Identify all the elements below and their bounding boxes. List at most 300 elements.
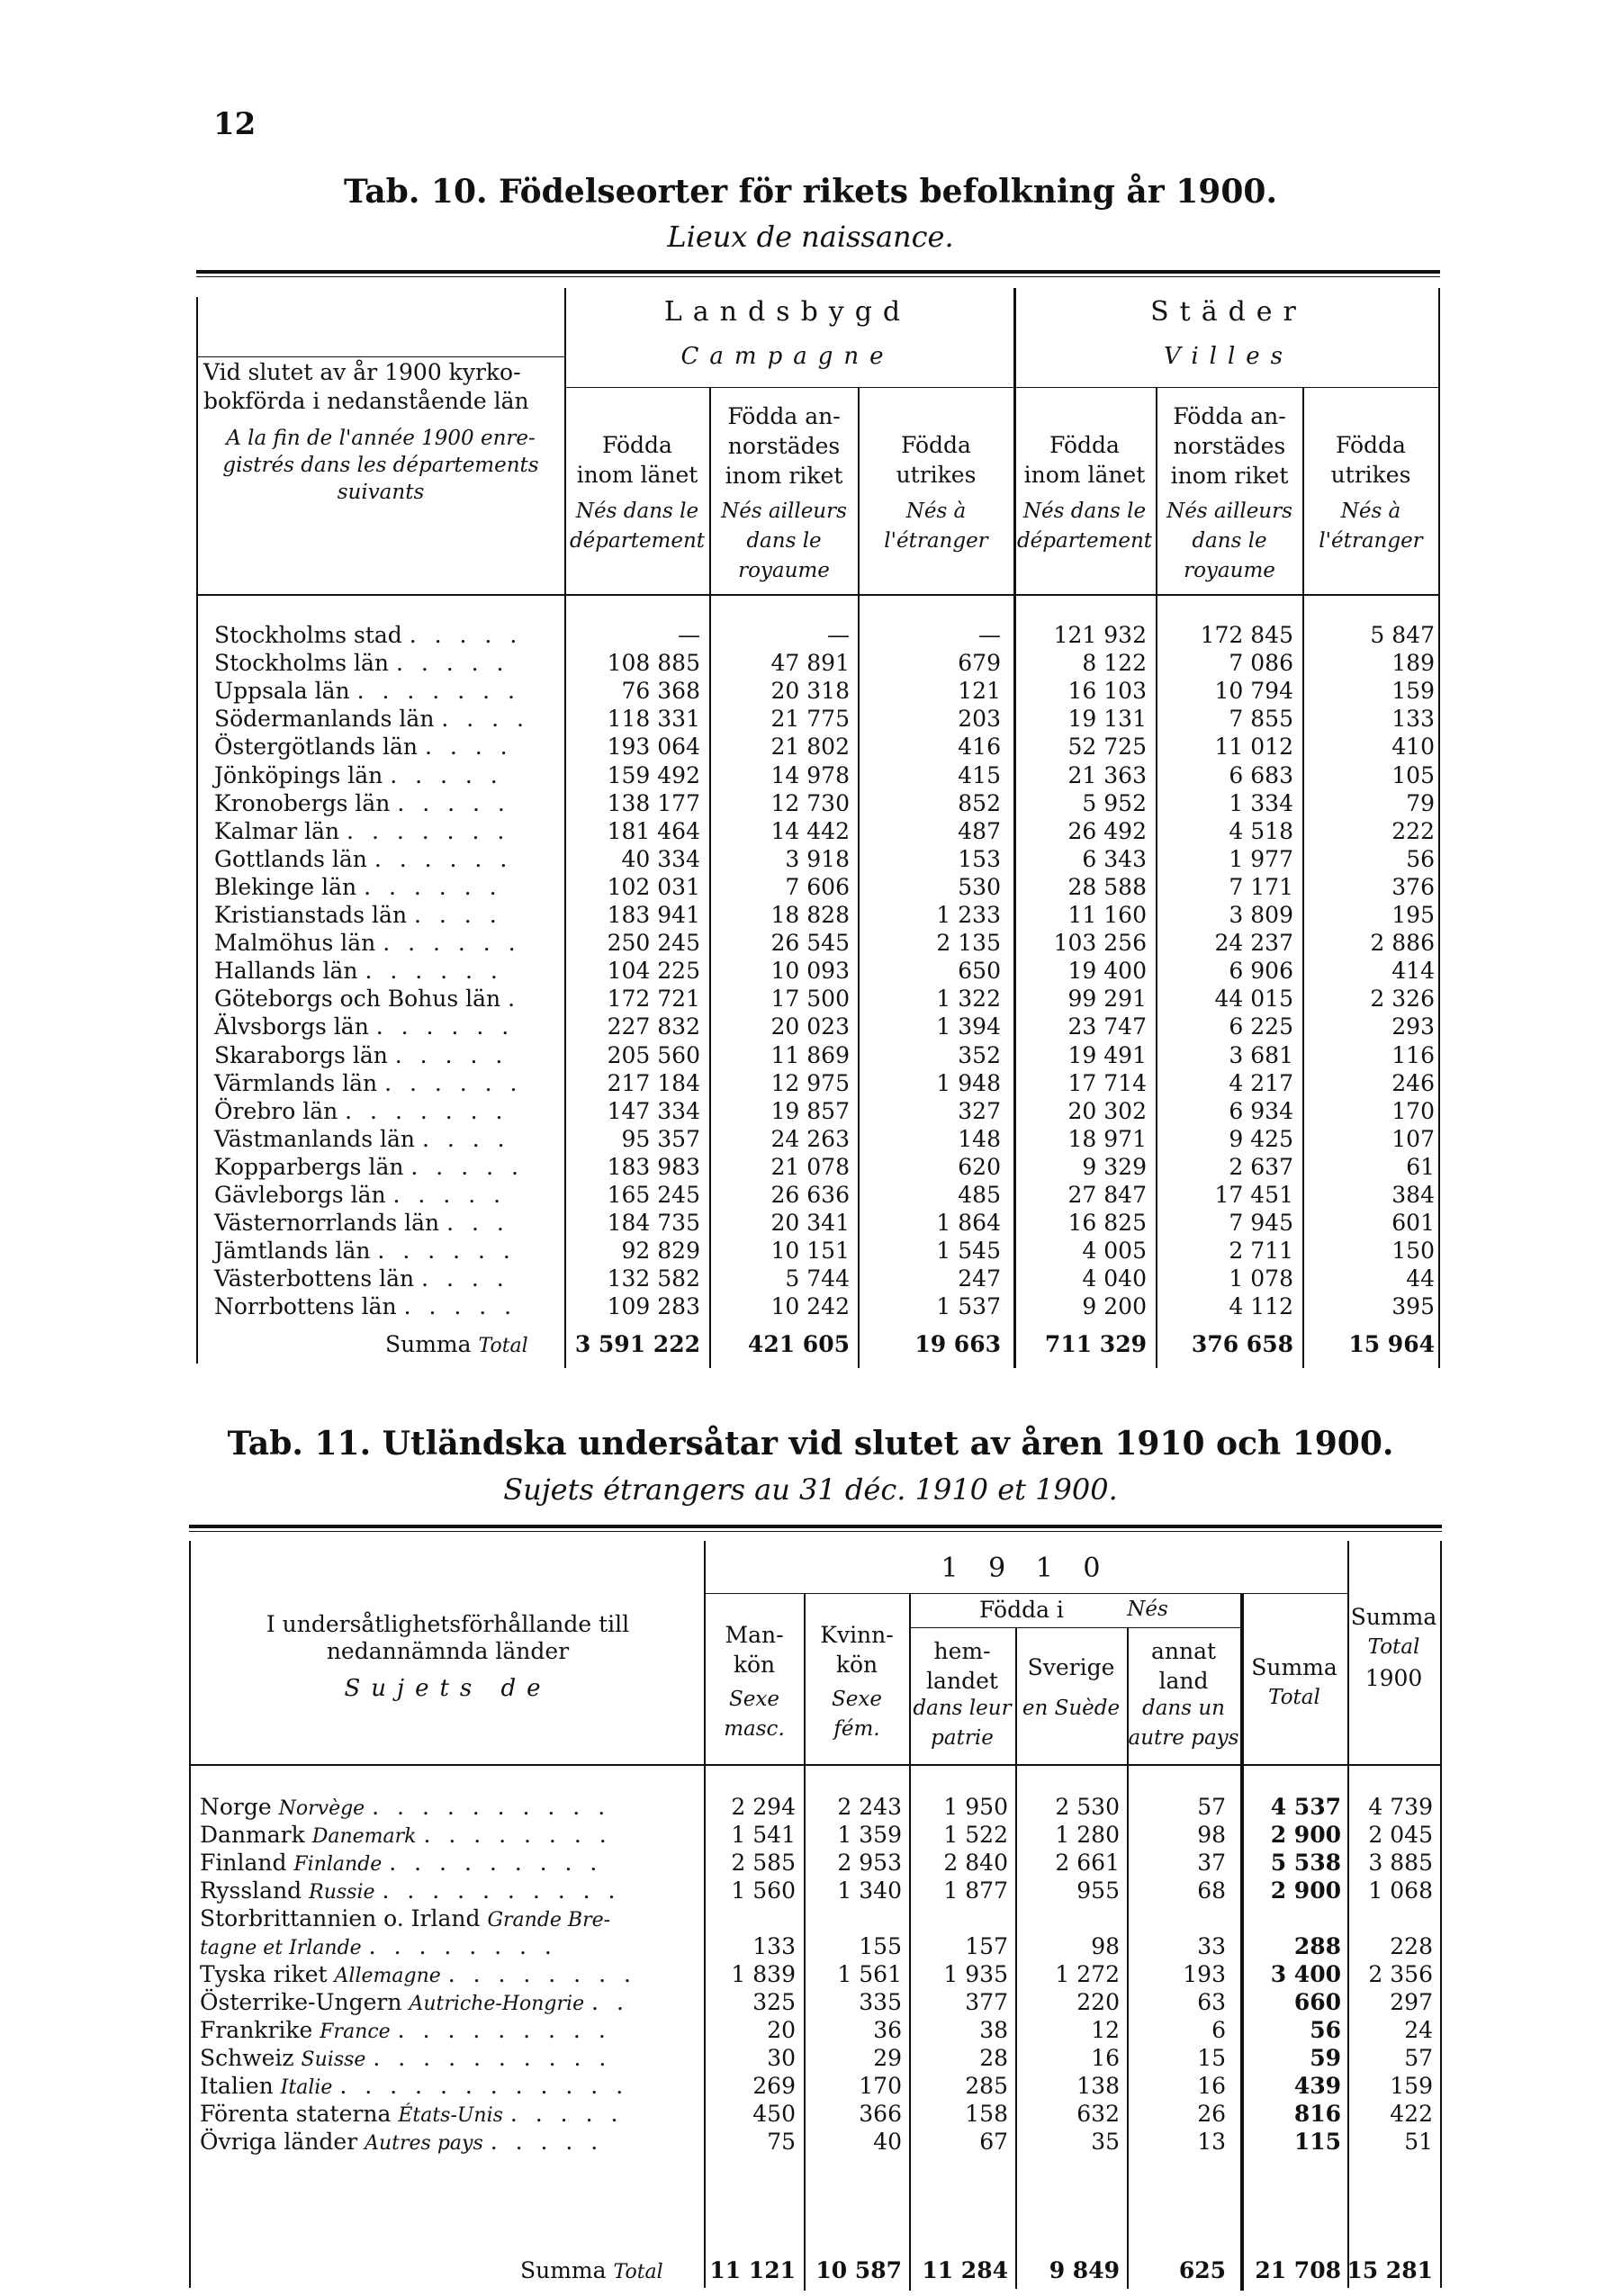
tab11-cell: 13 bbox=[1197, 2129, 1226, 2155]
tab10-stub-header-fr: gistrés dans les départements bbox=[222, 454, 539, 477]
leader-dots: . . . . . bbox=[392, 1182, 507, 1208]
tab11-cell: 40 bbox=[873, 2129, 902, 2155]
tab10-cell: 205 560 bbox=[607, 1041, 700, 1068]
county-name: Älvsborgs län bbox=[214, 1013, 369, 1040]
tab10-cell: 414 bbox=[1391, 958, 1435, 985]
tab10-cell: 14 978 bbox=[770, 761, 850, 788]
country-name: Norge bbox=[200, 1794, 272, 1820]
tab10-cell: 7 171 bbox=[1229, 873, 1293, 900]
tab10-row-label bbox=[214, 1153, 524, 1181]
tab11-right-border bbox=[1440, 1541, 1442, 2288]
tab11-cell: 1 359 bbox=[837, 1822, 902, 1848]
tab10-cell: 184 735 bbox=[607, 1210, 700, 1237]
leader-dots: . . . . . bbox=[397, 789, 510, 816]
tab10-cell: 16 103 bbox=[1067, 678, 1147, 705]
tab11-col-man-fr: masc. bbox=[724, 1717, 785, 1741]
tab10-cell: 6 225 bbox=[1229, 1013, 1293, 1040]
tab11-total-cell: 11 284 bbox=[922, 2257, 1008, 2283]
tab10-group-stader: Städer bbox=[1150, 296, 1307, 328]
tab10-cell: 620 bbox=[958, 1153, 1001, 1180]
tab10-cell: 19 400 bbox=[1067, 958, 1147, 985]
leader-dots: . . . bbox=[446, 1210, 509, 1237]
tab11-total-label bbox=[520, 2256, 663, 2286]
tab10-cell: 1 078 bbox=[1229, 1265, 1293, 1292]
tab10-column-header: Födda bbox=[1049, 432, 1120, 458]
country-name-fr: États-Unis bbox=[398, 2104, 503, 2127]
tab11-cell: 33 bbox=[1197, 1933, 1226, 1959]
tab10-cell: 183 983 bbox=[607, 1153, 700, 1180]
tab11-cell: 660 bbox=[1293, 1989, 1341, 2015]
leader-dots: . . . . . . bbox=[384, 1069, 523, 1096]
tab11-row-label bbox=[200, 2072, 628, 2102]
tab10-row-label bbox=[214, 1069, 522, 1097]
tab10-cell: 21 775 bbox=[770, 706, 850, 733]
tab11-total-cell: 11 121 bbox=[709, 2257, 796, 2283]
tab10-cell: 79 bbox=[1406, 789, 1435, 816]
tab11-cell: 57 bbox=[1197, 1794, 1226, 1820]
tab11-top-rule bbox=[189, 1525, 1442, 1528]
tab10-cell: 1 334 bbox=[1229, 789, 1293, 816]
tab11-col-summa: Summa bbox=[1251, 1654, 1337, 1680]
tab10-cell: 159 bbox=[1391, 678, 1435, 705]
tab10-cell: 4 112 bbox=[1229, 1293, 1293, 1320]
tab11-cell: 228 bbox=[1390, 1933, 1433, 1959]
tab10-row-label bbox=[214, 1181, 506, 1209]
leader-dots: . . . . bbox=[422, 1125, 510, 1152]
tab10-row-label bbox=[214, 761, 503, 789]
county-name: Kristianstads län bbox=[214, 902, 408, 928]
tab10-cell: 28 588 bbox=[1067, 873, 1147, 900]
tab10-group-rule bbox=[564, 387, 1438, 388]
tab10-column-header-fr: Nés à bbox=[1340, 500, 1401, 523]
tab11-cell: 1 561 bbox=[837, 1961, 902, 1987]
tab10-cell: 650 bbox=[958, 958, 1001, 985]
tab10-cell: 108 885 bbox=[607, 650, 700, 677]
tab11-row-label bbox=[200, 2128, 603, 2157]
tab10-cell: 6 934 bbox=[1229, 1097, 1293, 1124]
tab11-cell: 5 538 bbox=[1270, 1850, 1341, 1876]
tab10-cell: 11 012 bbox=[1214, 734, 1293, 761]
tab10-column-header-fr: Nés dans le bbox=[1022, 500, 1147, 523]
tab10-cell: 2 711 bbox=[1229, 1238, 1293, 1265]
tab10-group-landsbygd: Landsbygd bbox=[663, 296, 912, 328]
tab10-cell: 61 bbox=[1406, 1153, 1435, 1180]
country-name-fr: Grande Bre- bbox=[487, 1909, 611, 1931]
tab10-cell: 21 802 bbox=[770, 734, 850, 761]
tab10-cell: 4 217 bbox=[1229, 1069, 1293, 1096]
tab11-cell: 325 bbox=[752, 1989, 796, 2015]
tab10-group-landsbygd-fr: Campagne bbox=[680, 343, 895, 370]
tab10-cell: 26 492 bbox=[1067, 817, 1147, 844]
tab11-row-label bbox=[200, 2100, 623, 2129]
tab11-col-man: kön bbox=[733, 1652, 776, 1678]
tab10-total-cell: 19 663 bbox=[914, 1331, 1001, 1357]
tab10-cell: 170 bbox=[1391, 1097, 1435, 1124]
tab10-cell: 12 975 bbox=[770, 1069, 850, 1096]
tab10-stub-header: Vid slutet av år 1900 kyrko- bbox=[203, 359, 521, 385]
tab11-cell: 1 541 bbox=[731, 1822, 796, 1848]
tab10-cell: 56 bbox=[1406, 845, 1435, 872]
tab11-col-kvinn-fr: fém. bbox=[833, 1717, 880, 1741]
tab10-subtitle: Lieux de naissance. bbox=[667, 220, 954, 254]
tab11-col-sverige: Sverige bbox=[1027, 1654, 1115, 1680]
tab11-row-label bbox=[200, 1877, 620, 1906]
tab10-cell: 9 425 bbox=[1229, 1125, 1293, 1152]
tab10-column-header: utrikes bbox=[1330, 462, 1411, 488]
tab10-cell: 165 245 bbox=[607, 1182, 700, 1208]
tab11-header-bottom-rule bbox=[189, 1764, 1442, 1766]
tab10-cell: 118 331 bbox=[607, 706, 700, 733]
tab10-cell: 327 bbox=[958, 1097, 1001, 1124]
country-name-fr: Finlande bbox=[293, 1853, 383, 1876]
tab11-subtitle: Sujets étrangers au 31 déc. 1910 et 1900. bbox=[503, 1472, 1118, 1507]
tab10-cell: 148 bbox=[958, 1125, 1001, 1152]
tab10-cell: 9 329 bbox=[1082, 1153, 1147, 1180]
tab10-row-label bbox=[214, 649, 509, 677]
tab10-cell: 76 368 bbox=[621, 678, 700, 705]
tab10-cell: 27 847 bbox=[1067, 1182, 1147, 1208]
tab10-row-label bbox=[214, 1265, 509, 1292]
country-name: Ryssland bbox=[200, 1877, 302, 1904]
tab10-cell: 19 857 bbox=[770, 1097, 850, 1124]
tab10-cell: 99 291 bbox=[1067, 986, 1147, 1013]
county-name: Malmöhus län bbox=[214, 930, 376, 957]
tab11-cell: 439 bbox=[1293, 2073, 1341, 2099]
tab11-left-border bbox=[189, 1541, 191, 2288]
leader-dots: . . . . . . bbox=[375, 1013, 515, 1040]
tab11-col-hemlandet: landet bbox=[926, 1668, 998, 1694]
tab10-cell: 150 bbox=[1391, 1238, 1435, 1265]
tab10-row-label bbox=[214, 1237, 516, 1265]
tab10-row-label bbox=[214, 817, 509, 845]
tab10-cell: 250 245 bbox=[607, 930, 700, 957]
tab10-total-cell: 421 605 bbox=[747, 1331, 850, 1357]
tab10-row-label bbox=[214, 957, 503, 985]
tab10-cell: 19 491 bbox=[1067, 1041, 1147, 1068]
leader-dots: . . . . . bbox=[410, 1153, 524, 1180]
tab10-column-header: norstädes bbox=[1173, 433, 1286, 459]
leader-dots: . . . . . bbox=[490, 2129, 604, 2155]
total-label-fr: Total bbox=[613, 2261, 663, 2283]
tab11-divider-hem bbox=[1015, 1627, 1017, 2289]
tab11-cell: 170 bbox=[859, 2073, 902, 2099]
tab11-cell: 35 bbox=[1091, 2129, 1120, 2155]
tab10-cell: 26 636 bbox=[770, 1182, 850, 1208]
tab10-cell: 10 151 bbox=[770, 1238, 850, 1265]
tab10-cell: 601 bbox=[1391, 1210, 1435, 1237]
tab11-cell: 1 272 bbox=[1055, 1961, 1120, 1987]
tab11-cell: 59 bbox=[1310, 2045, 1341, 2071]
tab10-cell: 95 357 bbox=[621, 1125, 700, 1152]
tab10-column-header-fr: Nés dans le bbox=[575, 500, 699, 523]
country-name: Förenta staterna bbox=[200, 2101, 392, 2127]
leader-dots: . . . . . . . . . . bbox=[372, 1794, 611, 1820]
tab10-cell: 246 bbox=[1391, 1069, 1435, 1096]
tab10-cell: 20 341 bbox=[770, 1210, 850, 1237]
tab10-column-header-fr: département bbox=[1016, 529, 1153, 553]
leader-dots: . . . . . . bbox=[365, 958, 503, 985]
tab11-cell: 4 537 bbox=[1270, 1794, 1341, 1820]
tab10-cell: 1 537 bbox=[936, 1293, 1001, 1320]
tab10-cell: 172 721 bbox=[607, 986, 700, 1013]
tab11-cell: 3 400 bbox=[1270, 1961, 1341, 1987]
tab10-cell: 10 242 bbox=[770, 1293, 850, 1320]
tab11-col-summa-1900: 1900 bbox=[1364, 1665, 1423, 1691]
tab10-cell: 116 bbox=[1391, 1041, 1435, 1068]
county-name: Skaraborgs län bbox=[214, 1041, 388, 1068]
tab10-row-label bbox=[214, 621, 522, 649]
county-name: Hallands län bbox=[214, 958, 358, 985]
country-name-fr: Danemark bbox=[311, 1825, 417, 1848]
tab10-cell: 103 256 bbox=[1053, 930, 1147, 957]
county-name: Stockholms stad bbox=[214, 622, 402, 648]
leader-dots: . . . . . . . . bbox=[447, 1961, 636, 1987]
leader-dots: . . . . . . . . . . . . bbox=[339, 2073, 629, 2099]
country-name: Frankrike bbox=[200, 2017, 313, 2043]
tab10-row-label bbox=[214, 985, 520, 1013]
tab10-column-header-fr: Nés ailleurs bbox=[1166, 500, 1292, 523]
tab10-cell: 181 464 bbox=[607, 817, 700, 844]
tab11-cell: 68 bbox=[1197, 1877, 1226, 1904]
tab11-col-summa-1900: Total bbox=[1367, 1635, 1420, 1659]
tab10-cell: 16 825 bbox=[1067, 1210, 1147, 1237]
tab10-cell: — bbox=[678, 622, 700, 648]
tab11-cell: 6 bbox=[1211, 2017, 1226, 2043]
tab11-cell: 29 bbox=[873, 2045, 902, 2071]
tab10-cell: 17 451 bbox=[1214, 1182, 1293, 1208]
tab11-cell: 193 bbox=[1183, 1961, 1226, 1987]
leader-dots: . . . . . . . . bbox=[368, 1933, 557, 1959]
tab11-cell: 16 bbox=[1091, 2045, 1120, 2071]
tab10-cell: 7 086 bbox=[1229, 650, 1293, 677]
county-name: Stockholms län bbox=[214, 650, 390, 677]
tab10-column-header: inom länet bbox=[576, 462, 698, 488]
tab10-column-header-fr: l'étranger bbox=[884, 529, 988, 553]
tab10-cell: 23 747 bbox=[1067, 1013, 1147, 1040]
tab10-cell: 395 bbox=[1391, 1293, 1435, 1320]
leader-dots: . . . . . . . . . bbox=[389, 1850, 603, 1876]
tab11-cell: 816 bbox=[1293, 2101, 1341, 2127]
tab11-row-label bbox=[200, 1793, 610, 1823]
tab10-cell: 2 637 bbox=[1229, 1153, 1293, 1180]
tab10-cell: 1 545 bbox=[936, 1238, 1001, 1265]
tab10-cell: 26 545 bbox=[770, 930, 850, 957]
tab11-fodda-i-fr: Nés bbox=[1127, 1598, 1168, 1621]
tab11-year-1910: 1 9 1 0 bbox=[941, 1553, 1112, 1584]
tab10-cell: 19 131 bbox=[1067, 706, 1147, 733]
county-name: Västernorrlands län bbox=[214, 1210, 440, 1237]
leader-dots: . . . . . . bbox=[383, 930, 521, 957]
tab10-cell: 133 bbox=[1391, 706, 1435, 733]
tab10-cell: 17 500 bbox=[770, 986, 850, 1013]
tab10-cell: 679 bbox=[958, 650, 1001, 677]
country-name-fr: Norvège bbox=[278, 1797, 365, 1820]
tab10-cell: 172 845 bbox=[1200, 622, 1293, 648]
tab11-cell: 2 900 bbox=[1270, 1822, 1341, 1848]
tab11-row-label bbox=[200, 1932, 557, 1962]
tab10-cell: 44 015 bbox=[1214, 986, 1293, 1013]
leader-dots: . . . . bbox=[424, 734, 513, 761]
tab10-column-header: norstädes bbox=[727, 433, 841, 459]
tab10-cell: 52 725 bbox=[1067, 734, 1147, 761]
tab11-cell: 288 bbox=[1293, 1933, 1341, 1959]
tab10-column-header-fr: dans le bbox=[746, 529, 822, 553]
tab10-cell: 47 891 bbox=[770, 650, 850, 677]
tab10-column-header: Födda bbox=[901, 432, 971, 458]
tab10-total-label bbox=[385, 1330, 528, 1360]
tab10-cell: 2 135 bbox=[936, 930, 1001, 957]
tab10-cell: 530 bbox=[958, 873, 1001, 900]
tab10-cell: 109 283 bbox=[607, 1293, 700, 1320]
tab10-row-label bbox=[214, 1292, 517, 1320]
tab10-cell: 1 394 bbox=[936, 1013, 1001, 1040]
tab10-cell: 415 bbox=[958, 761, 1001, 788]
tab10-top-rule-thin bbox=[196, 276, 1440, 277]
tab11-year-rule bbox=[704, 1593, 1348, 1594]
tab10-cell: 24 263 bbox=[770, 1125, 850, 1152]
total-label: Summa bbox=[385, 1331, 472, 1357]
tab11-col-hemlandet: hem- bbox=[933, 1638, 991, 1664]
tab11-fodda-i: Födda i bbox=[979, 1597, 1064, 1623]
tab10-cell: 2 326 bbox=[1370, 986, 1435, 1013]
tab10-stub-header: bokförda i nedanstående län bbox=[203, 388, 529, 414]
tab10-cell: 410 bbox=[1391, 734, 1435, 761]
tab10-header-bottom-rule bbox=[196, 594, 1440, 596]
tab11-row-label bbox=[200, 1904, 610, 1934]
tab11-cell: 2 953 bbox=[837, 1850, 902, 1876]
tab11-cell: 98 bbox=[1197, 1822, 1226, 1848]
tab10-row-label bbox=[214, 1097, 508, 1125]
county-name: Jönköpings län bbox=[214, 761, 383, 788]
tab10-cell: 193 064 bbox=[607, 734, 700, 761]
tab10-cell: 138 177 bbox=[607, 789, 700, 816]
tab11-cell: 98 bbox=[1091, 1933, 1120, 1959]
tab11-cell: 335 bbox=[859, 1989, 902, 2015]
tab10-cell: 14 442 bbox=[770, 817, 850, 844]
country-name-fr: France bbox=[320, 2021, 391, 2043]
tab10-row-label bbox=[214, 1041, 508, 1069]
tab11-title: Tab. 11. Utländska undersåtar vid slutet av åren 1910 och 1900. bbox=[227, 1425, 1394, 1463]
country-name: Finland bbox=[200, 1850, 287, 1876]
leader-dots: . . . . bbox=[414, 902, 502, 928]
tab10-cell: 852 bbox=[958, 789, 1001, 816]
tab10-cell: 10 794 bbox=[1214, 678, 1293, 705]
county-name: Göteborgs och Bohus län bbox=[214, 986, 501, 1013]
tab11-cell: 75 bbox=[767, 2129, 796, 2155]
tab10-cell: 227 832 bbox=[607, 1013, 700, 1040]
tab11-cell: 632 bbox=[1076, 2101, 1120, 2127]
tab10-cell: 159 492 bbox=[607, 761, 700, 788]
tab11-col-kvinn: Kvinn- bbox=[820, 1622, 894, 1648]
tab10-row-label bbox=[214, 1125, 510, 1153]
tab11-stub-header: I undersåtlighetsförhållande till bbox=[266, 1611, 630, 1637]
leader-dots: . . . . . . bbox=[377, 1238, 516, 1265]
tab10-cell: 107 bbox=[1391, 1125, 1435, 1152]
country-name-fr: Autriche-Hongrie bbox=[409, 1993, 585, 2015]
country-name-fr: Autres pays bbox=[365, 2132, 483, 2155]
tab10-row-label bbox=[214, 1209, 509, 1237]
tab10-cell: 5 847 bbox=[1370, 622, 1435, 648]
tab10-cell: 203 bbox=[958, 706, 1001, 733]
tab10-cell: 376 bbox=[1391, 873, 1435, 900]
tab10-cell: 21 078 bbox=[770, 1153, 850, 1180]
tab10-column-header: inom länet bbox=[1023, 462, 1146, 488]
tab10-cell: 416 bbox=[958, 734, 1001, 761]
tab10-cell: 7 606 bbox=[785, 873, 850, 900]
tab11-cell: 3 885 bbox=[1368, 1850, 1433, 1876]
leader-dots: . . . . . . bbox=[374, 845, 513, 872]
tab10-cell: 3 809 bbox=[1229, 902, 1293, 928]
total-label-fr: Total bbox=[478, 1335, 528, 1357]
tab10-cell: — bbox=[827, 622, 850, 648]
tab11-col-hemlandet-fr: dans leur bbox=[913, 1697, 1012, 1720]
tab10-column-header: Födda an- bbox=[1173, 403, 1286, 429]
tab10-cell: 1 322 bbox=[936, 986, 1001, 1013]
tab10-cell: 1 864 bbox=[936, 1210, 1001, 1237]
tab10-cell: 4 518 bbox=[1229, 817, 1293, 844]
tab11-cell: 20 bbox=[767, 2017, 796, 2043]
tab10-cell: 104 225 bbox=[607, 958, 700, 985]
tab10-cell: 121 932 bbox=[1053, 622, 1147, 648]
tab11-cell: 2 356 bbox=[1368, 1961, 1433, 1987]
tab10-row-label bbox=[214, 733, 513, 761]
tab11-cell: 1 068 bbox=[1368, 1877, 1433, 1904]
tab11-row-label bbox=[200, 2016, 611, 2046]
country-name: Österrike-Ungern bbox=[200, 1989, 402, 2015]
country-name: Schweiz bbox=[200, 2045, 294, 2071]
tab10-cell: 6 343 bbox=[1082, 845, 1147, 872]
tab10-cell: 3 681 bbox=[1229, 1041, 1293, 1068]
leader-dots: . . . . . bbox=[409, 622, 523, 648]
country-name-fr: Suisse bbox=[301, 2048, 366, 2071]
tab10-cell: 6 906 bbox=[1229, 958, 1293, 985]
tab11-row-label bbox=[200, 1821, 612, 1850]
tab10-column-header-fr: l'étranger bbox=[1319, 529, 1423, 553]
county-name: Jämtlands län bbox=[214, 1238, 371, 1265]
country-name: Storbrittannien o. Irland bbox=[200, 1905, 481, 1931]
tab11-total-cell: 625 bbox=[1178, 2257, 1226, 2283]
county-name: Värmlands län bbox=[214, 1069, 378, 1096]
country-name-fr: Russie bbox=[309, 1881, 375, 1904]
tab10-cell: 5 744 bbox=[785, 1265, 850, 1292]
tab10-stub-header-rule bbox=[196, 356, 565, 357]
tab11-cell: 57 bbox=[1404, 2045, 1433, 2071]
tab11-cell: 159 bbox=[1390, 2073, 1433, 2099]
tab10-cell: 4 005 bbox=[1082, 1238, 1147, 1265]
leader-dots: . . . . . bbox=[390, 761, 503, 788]
leader-dots: . . . . . . . bbox=[347, 817, 510, 844]
tab10-total-cell: 376 658 bbox=[1191, 1331, 1293, 1357]
tab10-cell: 217 184 bbox=[607, 1069, 700, 1096]
tab11-cell: 115 bbox=[1293, 2129, 1341, 2155]
tab11-cell: 220 bbox=[1076, 1989, 1120, 2015]
tab10-row-label bbox=[214, 929, 521, 957]
tab10-cell: — bbox=[978, 622, 1001, 648]
tab10-cell: 92 829 bbox=[621, 1238, 700, 1265]
county-name: Gävleborgs län bbox=[214, 1182, 386, 1208]
tab11-row-label bbox=[200, 2044, 611, 2074]
tab11-col-man-fr: Sexe bbox=[729, 1688, 779, 1711]
tab10-column-header-fr: royaume bbox=[1184, 559, 1275, 582]
tab10-cell: 2 886 bbox=[1370, 930, 1435, 957]
tab11-cell: 1 839 bbox=[731, 1961, 796, 1987]
tab11-cell: 56 bbox=[1310, 2017, 1341, 2043]
tab10-cell: 44 bbox=[1406, 1265, 1435, 1292]
tab11-cell: 2 294 bbox=[731, 1794, 796, 1820]
tab11-cell: 2 661 bbox=[1055, 1850, 1120, 1876]
tab11-total-cell: 10 587 bbox=[815, 2257, 902, 2283]
tab10-column-header: utrikes bbox=[896, 462, 977, 488]
